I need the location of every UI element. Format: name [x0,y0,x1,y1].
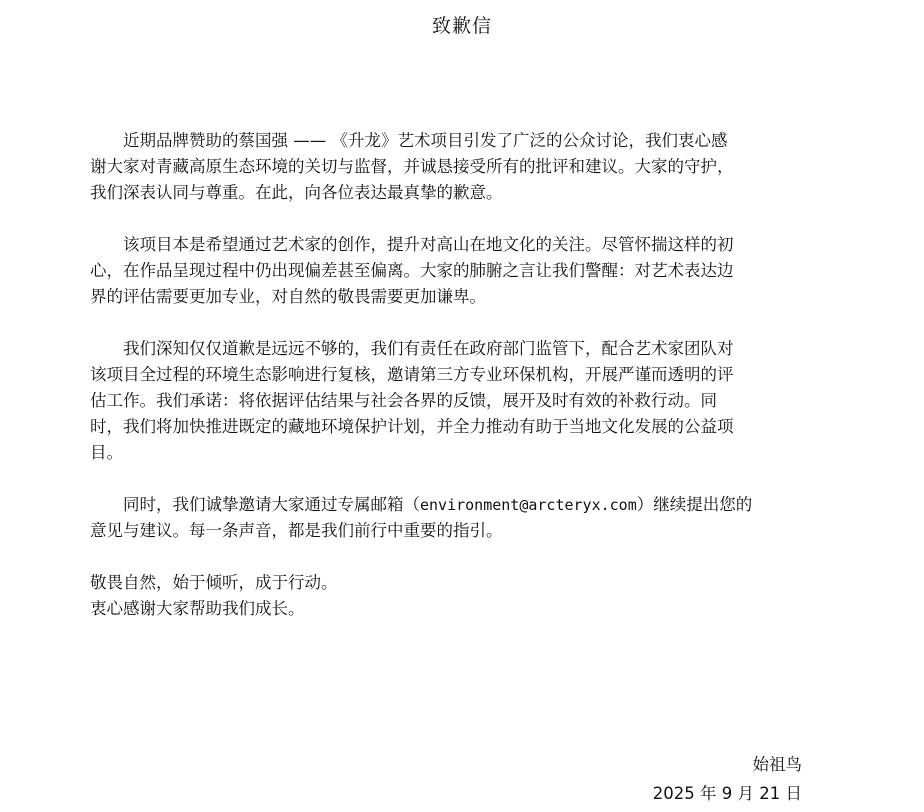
paragraph-3-line-3: 估工作。我们承诺：将依据评估结果与社会各界的反馈，展开及时有效的补救行动。同 [90,391,717,410]
paragraph-1-line-1: 近期品牌赞助的蔡国强 —— 《升龙》艺术项目引发了广泛的公众讨论，我们衷心感 [123,131,728,150]
paragraph-4-line-2: 意见与建议。每一条声音，都是我们前行中重要的指引。 [90,521,503,540]
paragraph-2-line-2: 心，在作品呈现过程中仍出现偏差甚至偏离。大家的肺腑之言让我们警醒：对艺术表达边 [90,261,734,280]
closing-line-1: 敬畏自然，始于倾听，成于行动。 [90,573,338,592]
letter-body [90,128,802,622]
paragraph-4-line-1-before: 同时，我们诚挚邀请大家通过专属邮箱（ [123,495,420,514]
contact-email-text: environment@arcteryx.com [420,496,637,514]
paragraph-3-line-5: 目。 [90,443,123,462]
paragraph-2 [90,232,802,310]
paragraph-3 [90,336,802,466]
closing-block [90,570,802,622]
paragraph-1 [90,128,802,206]
paragraph-4 [90,492,802,544]
signature: 始祖鸟 [752,755,802,774]
paragraph-2-line-3: 界的评估需要更加专业，对自然的敬畏需要更加谦卑。 [90,287,486,306]
closing-line-2: 衷心感谢大家帮助我们成长。 [90,599,305,618]
paragraph-1-line-2: 谢大家对青藏高原生态环境的关切与监督，并诚恳接受所有的批评和建议。大家的守护， [90,157,734,176]
paragraph-2-line-1: 该项目本是希望通过艺术家的创作，提升对高山在地文化的关注。尽管怀揣这样的初 [123,235,734,254]
paragraph-3-line-1: 我们深知仅仅道歉是远远不够的，我们有责任在政府部门监管下，配合艺术家团队对 [123,339,734,358]
paragraph-3-line-4: 时，我们将加快推进既定的藏地环境保护计划，并全力推动有助于当地文化发展的公益项 [90,417,734,436]
letter-title: 致歉信 [431,15,492,37]
paragraph-4-line-1 [90,492,802,518]
letter-date: 2025 年 9 月 21 日 [652,784,802,803]
paragraph-1-line-3: 我们深表认同与尊重。在此，向各位表达最真挚的歉意。 [90,183,503,202]
paragraph-3-line-2: 该项目全过程的环境生态影响进行复核，邀请第三方专业环保机构，开展严谨而透明的评 [90,365,734,384]
paragraph-4-line-1-after: ）继续提出您的 [636,495,753,514]
